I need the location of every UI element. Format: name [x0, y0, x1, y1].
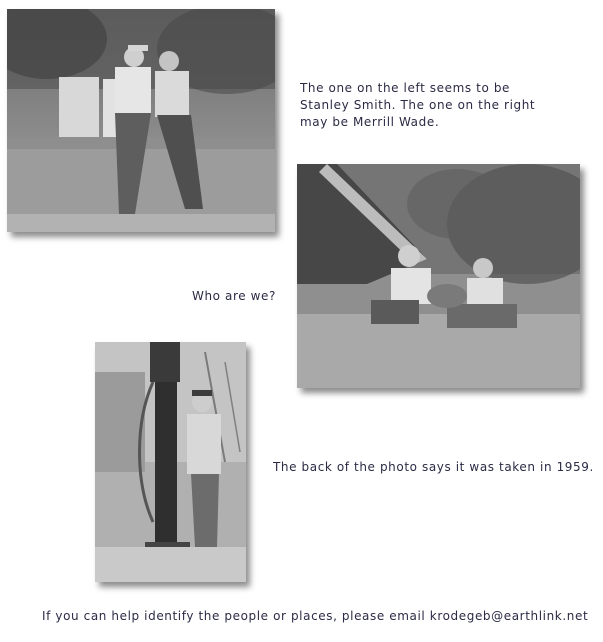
photo-man-by-gas-pump — [95, 342, 246, 582]
footer-line: If you can help identify the people or places, please email krodegeb@earthlink.net — [42, 609, 589, 623]
photo-two-men-in-field — [7, 9, 275, 232]
caption-line: Stanley Smith. The one on the right — [300, 98, 536, 112]
photo-two-men-in-field-image — [7, 9, 275, 232]
footer-contact-text — [42, 608, 588, 625]
caption-photo-2 — [192, 288, 276, 305]
caption-line: The back of the photo says it was taken in 1959. — [273, 460, 594, 474]
caption-photo-1 — [300, 80, 535, 131]
photo-two-men-by-tent-image — [297, 164, 580, 388]
caption-line: Who are we? — [192, 289, 277, 303]
photo-two-men-by-tent — [297, 164, 580, 388]
caption-line: may be Merrill Wade. — [300, 115, 440, 129]
photo-man-by-gas-pump-image — [95, 342, 246, 582]
caption-line: The one on the left seems to be — [300, 81, 511, 95]
caption-photo-3 — [273, 459, 594, 476]
